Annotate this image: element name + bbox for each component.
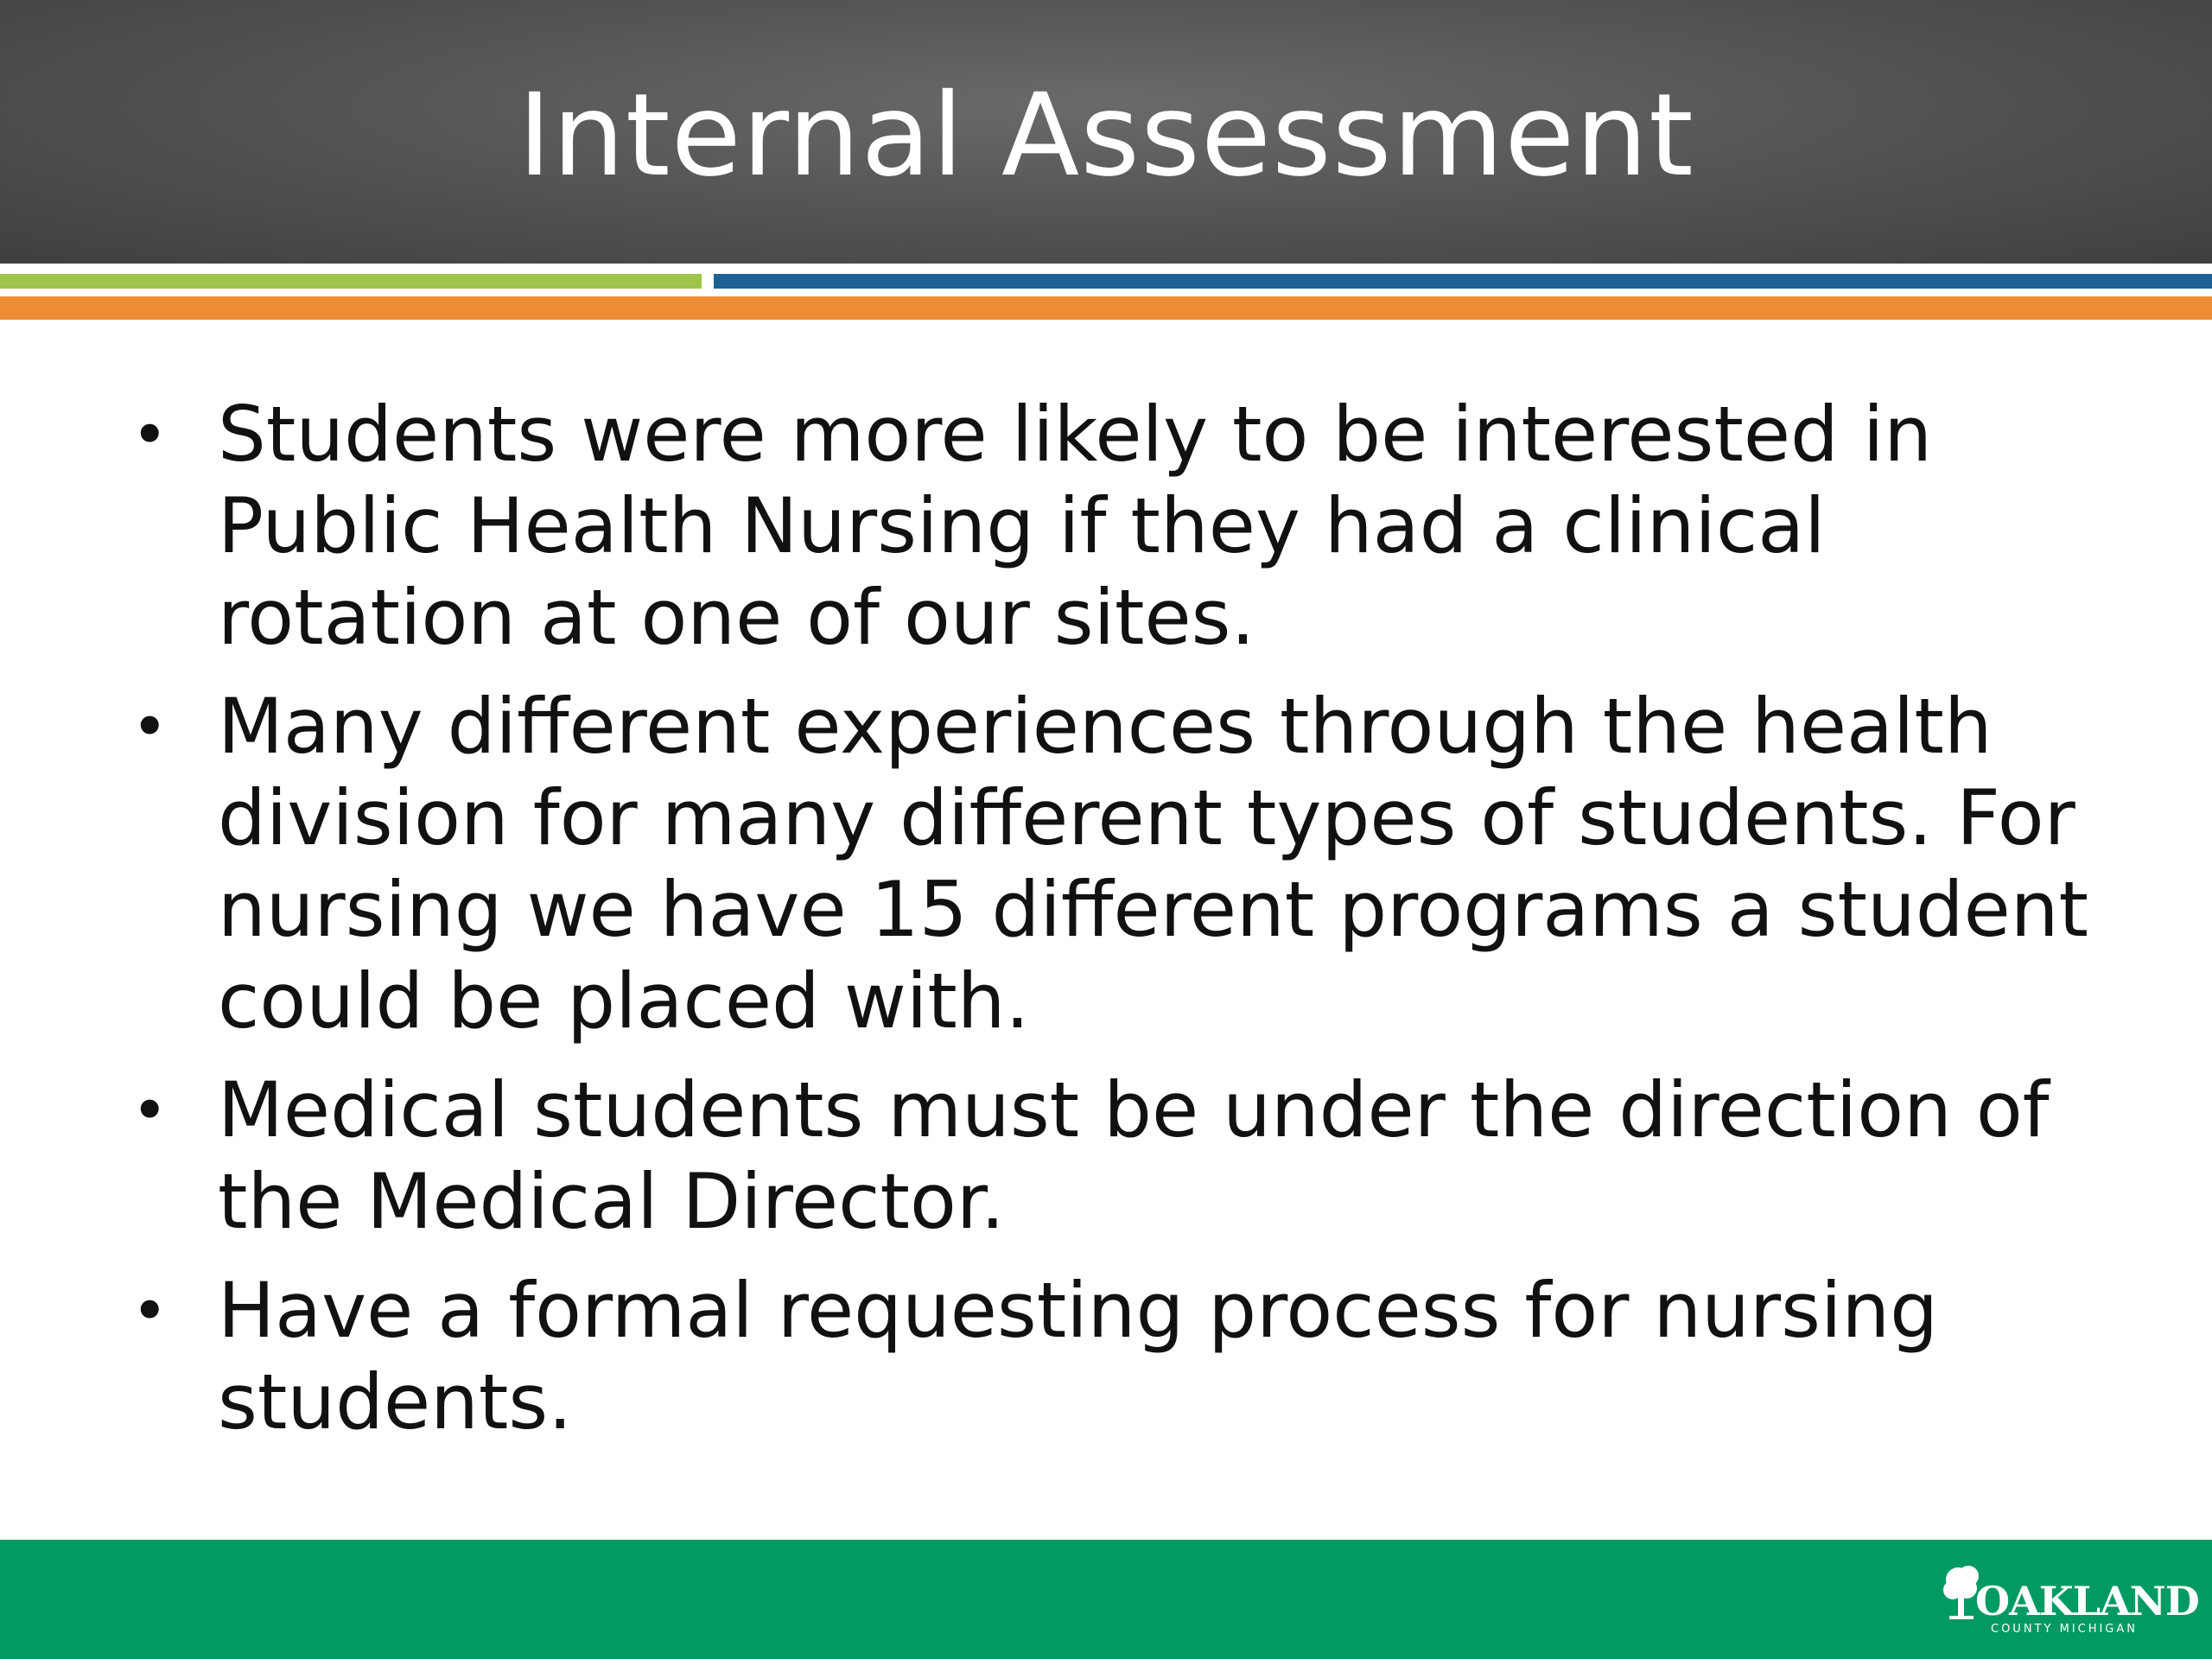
slide-title: Internal Assessment xyxy=(518,69,1694,202)
bullet-text: Have a formal requesting process for nursing students. xyxy=(218,1266,1939,1446)
oakland-county-logo xyxy=(1941,1562,2199,1638)
bullet-text: Medical students must be under the direction of the Medical Director. xyxy=(218,1065,2050,1246)
logo-wordmark: OAKLAND xyxy=(1975,1578,2199,1624)
bullet-item xyxy=(128,1065,2098,1248)
bullet-dot: • xyxy=(131,1074,168,1147)
title-bar xyxy=(0,0,2212,264)
bullet-dot: • xyxy=(131,398,168,471)
bullet-dot: • xyxy=(131,690,168,763)
bullet-text: Many different experiences through the health division for many different types of students. For nursing we have 15 different programs a student could be placed with. xyxy=(218,682,2089,1046)
bullet-text: Students were more likely to be interested in Public Health Nursing if they had a clinical rotation at one of our sites. xyxy=(218,390,1933,662)
green-accent-stripe xyxy=(0,274,702,289)
bullet-list xyxy=(128,389,2098,1465)
bullet-item xyxy=(128,389,2098,664)
bullet-item xyxy=(128,1265,2098,1448)
blue-accent-stripe xyxy=(714,274,2212,289)
bullet-item xyxy=(128,681,2098,1047)
logo-subtitle: COUNTY MICHIGAN xyxy=(1991,1623,2138,1636)
orange-accent-stripe xyxy=(0,296,2212,320)
footer-bar xyxy=(0,1540,2212,1659)
bullet-dot: • xyxy=(131,1274,168,1347)
